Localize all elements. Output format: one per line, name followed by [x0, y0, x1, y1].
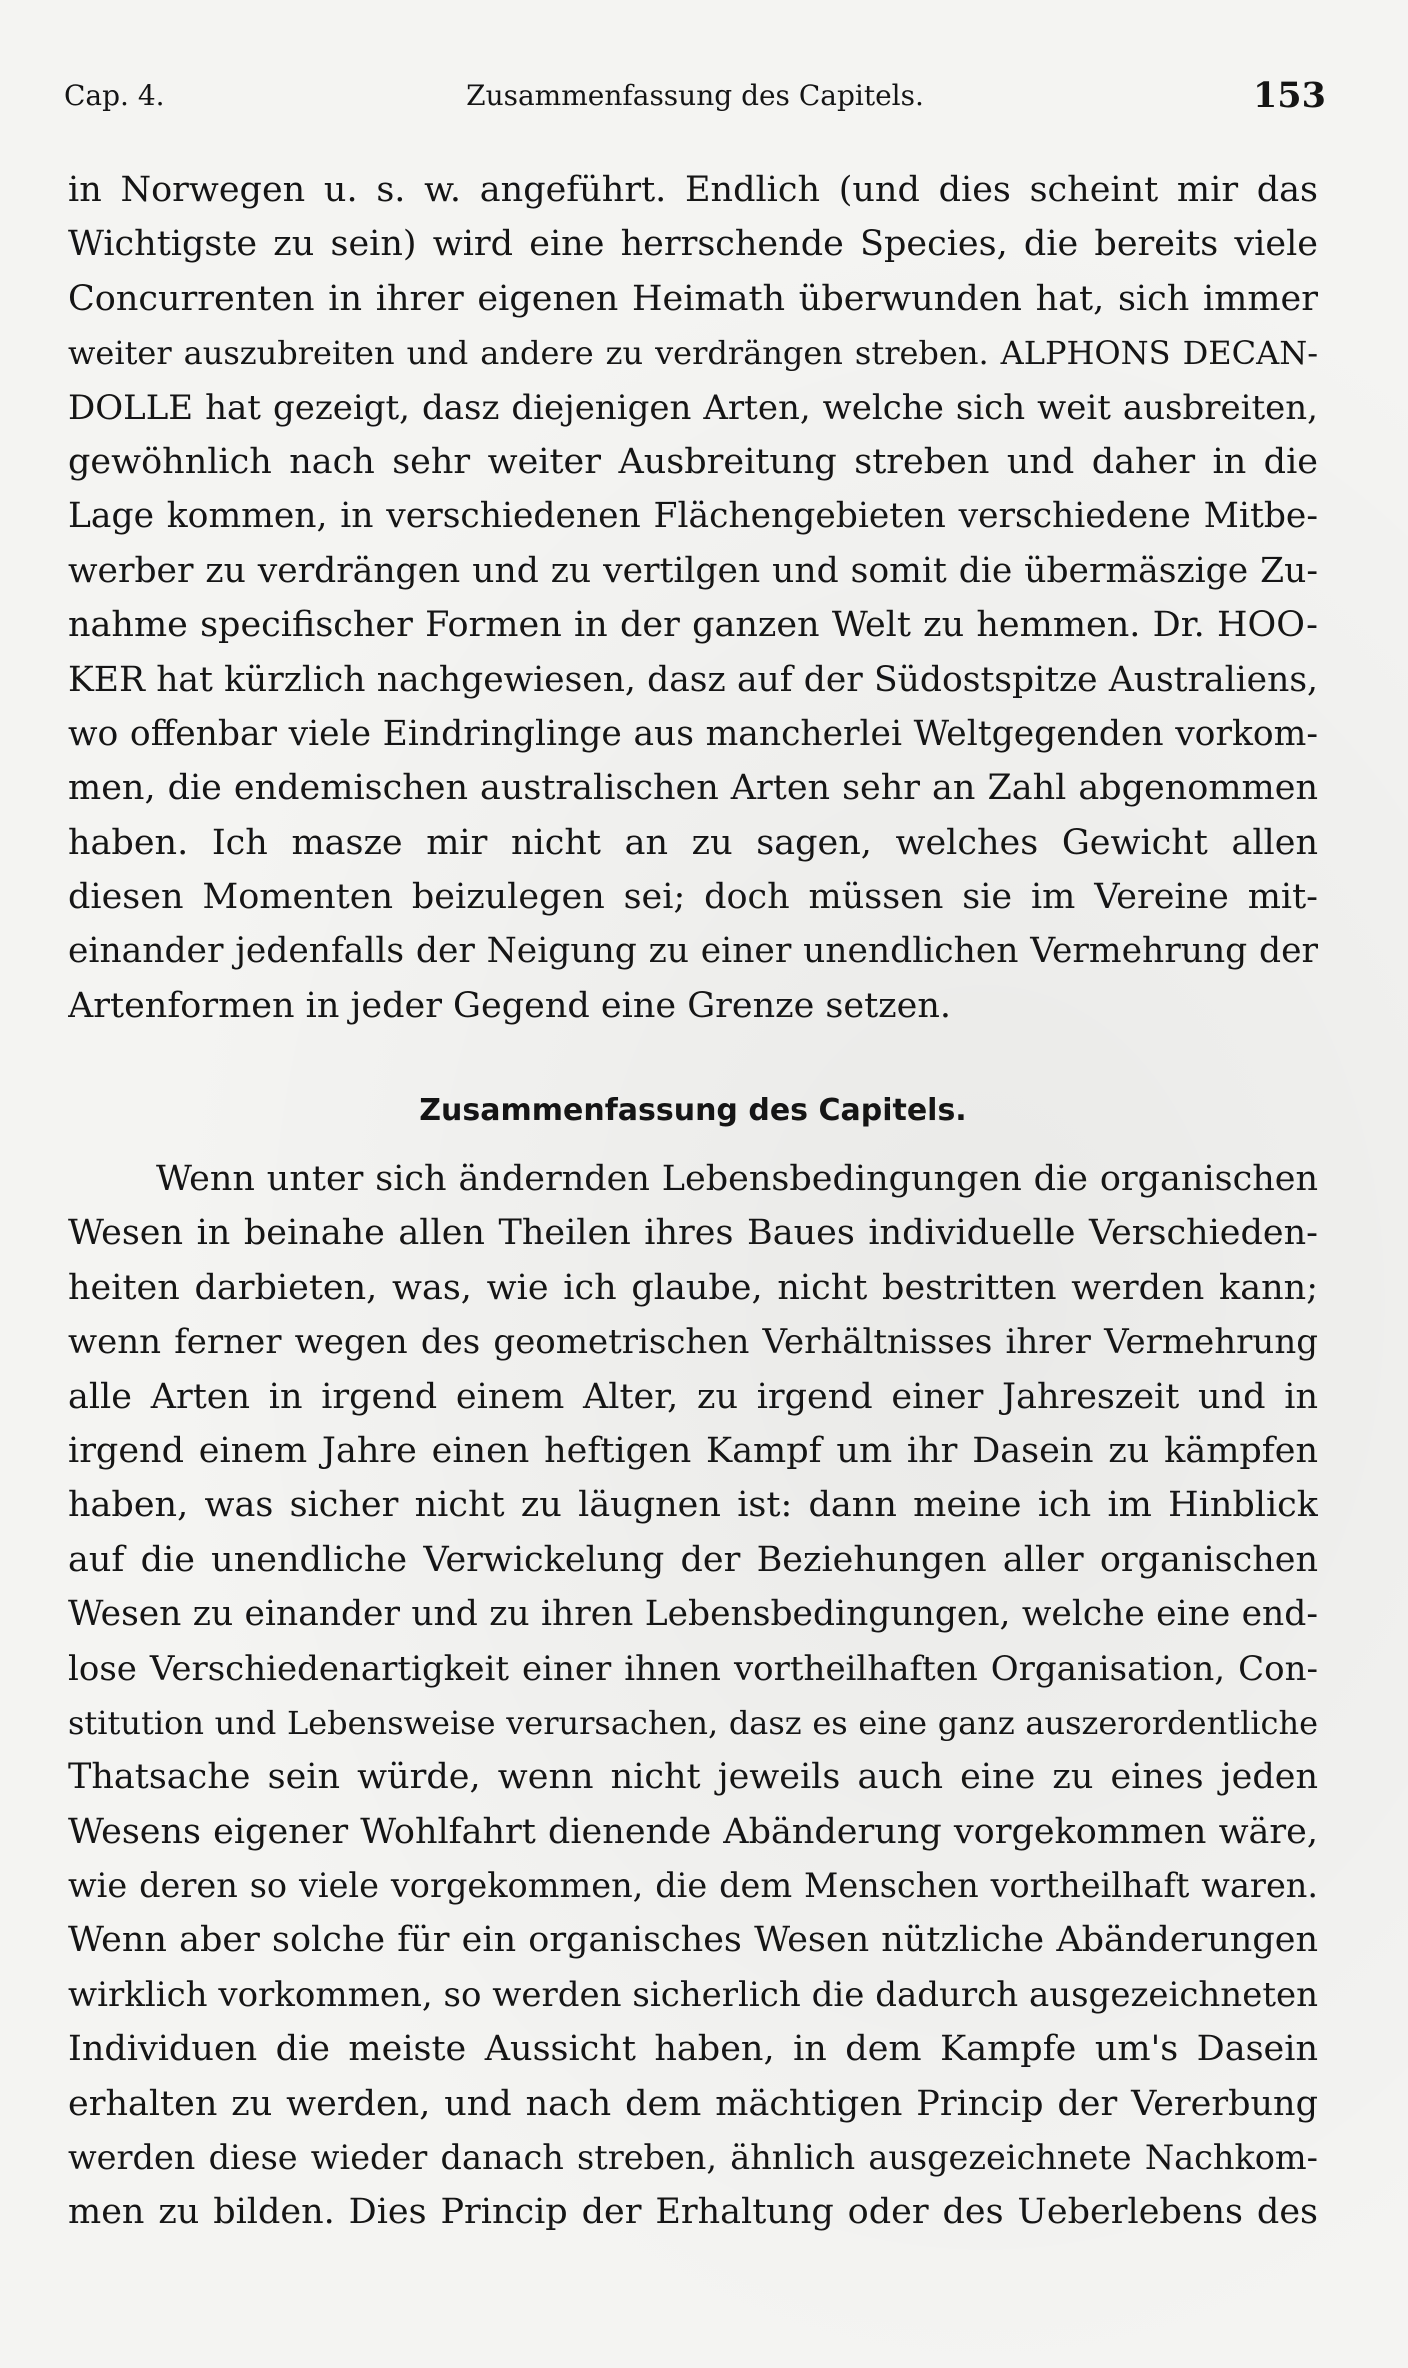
summary-paragraph — [68, 1152, 1318, 2240]
text-line: wo offenbar viele Eindringlinge aus mancherlei Weltgegenden vorkom- — [68, 713, 1318, 754]
running-title: Zusammenfassung des Capitels. — [466, 79, 924, 112]
text-line: men, die endemischen australischen Arten sehr an Zahl abgenommen — [68, 768, 1318, 809]
text-line: stitution und Lebensweise verursachen, dasz es eine ganz auszerordentliche — [68, 1703, 1318, 1742]
text-line: wie deren so viele vorgekommen, die dem Menschen vortheilhaft waren. — [68, 1866, 1318, 1906]
text-line: Concurrenten in ihrer eigenen Heimath überwunden hat, sich immer — [68, 278, 1318, 319]
paragraph-continued — [68, 163, 1318, 1033]
text-line: Wenn aber solche für ein organisches Wesen nützliche Abänderungen — [68, 1920, 1318, 1961]
text-line: einander jedenfalls der Neigung zu einer unendlichen Vermehrung der — [68, 931, 1318, 972]
text-line: Thatsache sein würde, wenn nicht jeweils auch eine zu eines jeden — [68, 1757, 1318, 1798]
text-line: diesen Momenten beizulegen sei; doch müssen sie im Vereine mit- — [68, 877, 1318, 918]
text-line: Wesen in beinahe allen Theilen ihres Baues individuelle Verschieden- — [68, 1213, 1318, 1254]
text-line: gewöhnlich nach sehr weiter Ausbreitung streben und daher in die — [68, 441, 1318, 482]
text-line: weiter auszubreiten und andere zu verdrängen streben. ALPHONS DECAN- — [68, 334, 1318, 373]
text-line: Artenformen in jeder Gegend eine Grenze setzen. — [68, 985, 951, 1026]
text-line: haben. Ich masze mir nicht an zu sagen, welches Gewicht allen — [68, 822, 1318, 863]
text-line: DOLLE hat gezeigt, dasz diejenigen Arten, welche sich weit ausbreiten, — [68, 387, 1318, 428]
text-line: werber zu verdrängen und zu vertilgen und somit die übermäszige Zu- — [68, 550, 1318, 591]
text-line: alle Arten in irgend einem Alter, zu irgend einer Jahreszeit und in — [68, 1376, 1318, 1417]
text-line: Wesens eigener Wohlfahrt dienende Abänderung vorgekommen wäre, — [68, 1811, 1318, 1852]
page-number: 153 — [1252, 75, 1326, 116]
chapter-label: Cap. 4. — [64, 79, 165, 112]
text-line: Wichtigste zu sein) wird eine herrschende Species, die bereits viele — [68, 224, 1318, 265]
text-line: erhalten zu werden, und nach dem mächtigen Princip der Vererbung — [68, 2083, 1318, 2124]
text-line: Wenn unter sich ändernden Lebensbedingungen die organischen — [156, 1159, 1318, 1199]
text-line: wirklich vorkommen, so werden sicherlich die dadurch ausgezeichneten — [68, 1974, 1318, 2015]
text-line: KER hat kürzlich nachgewiesen, dasz auf der Südostspitze Australiens, — [68, 659, 1318, 700]
text-line: irgend einem Jahre einen heftigen Kampf um ihr Dasein zu kämpfen — [68, 1430, 1318, 1471]
text-line: wenn ferner wegen des geometrischen Verhältnisses ihrer Vermehrung — [68, 1322, 1318, 1363]
text-line: werden diese wieder danach streben, ähnlich ausgezeichnete Nachkom- — [68, 2138, 1318, 2178]
text-line: heiten darbieten, was, wie ich glaube, nicht bestritten werden kann; — [68, 1267, 1318, 1308]
section-heading: Zusammenfassung des Capitels. — [419, 1093, 967, 1128]
text-line: Lage kommen, in verschiedenen Flächengebieten verschiedene Mitbe- — [68, 496, 1318, 537]
text-line: Wesen zu einander und zu ihren Lebensbedingungen, welche eine end- — [68, 1594, 1318, 1635]
text-line: nahme specifischer Formen in der ganzen Welt zu hemmen. Dr. HOO- — [68, 605, 1318, 646]
text-line: in Norwegen u. s. w. angeführt. Endlich (und dies scheint mir das — [68, 170, 1318, 210]
text-line: auf die unendliche Verwickelung der Beziehungen aller organischen — [68, 1539, 1318, 1580]
text-line: Individuen die meiste Aussicht haben, in dem Kampfe um's Dasein — [68, 2029, 1318, 2070]
text-line: men zu bilden. Dies Princip der Erhaltung oder des Ueberlebens des — [68, 2192, 1318, 2233]
text-line: haben, was sicher nicht zu läugnen ist: dann meine ich im Hinblick — [68, 1485, 1318, 1526]
running-head — [64, 74, 1326, 118]
text-line: lose Verschiedenartigkeit einer ihnen vortheilhaften Organisation, Con- — [68, 1648, 1318, 1689]
